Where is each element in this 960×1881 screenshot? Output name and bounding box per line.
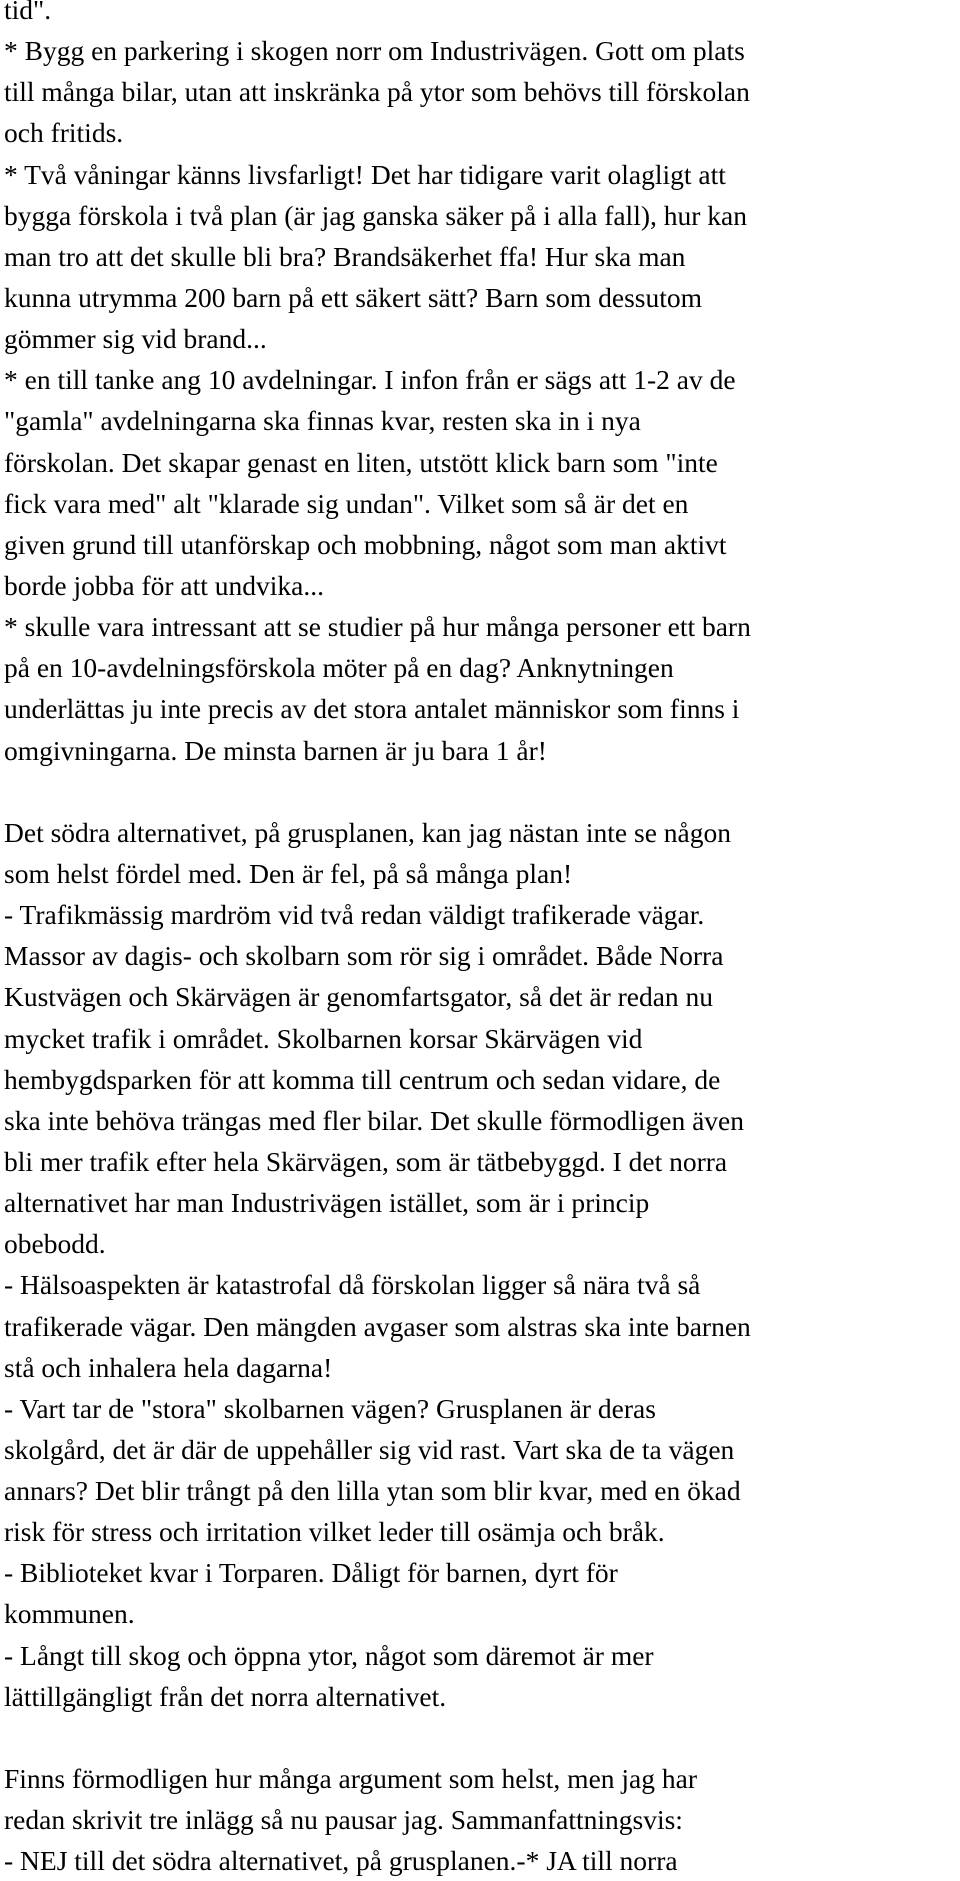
paragraph-2 xyxy=(4,812,956,1717)
text-line: * skulle vara intressant att se studier på hur många personer ett barn xyxy=(4,611,751,643)
text-line: - Hälsoaspekten är katastrofal då förskolan ligger så nära två så xyxy=(4,1269,701,1301)
text-line: som helst fördel med. Den är fel, på så många plan! xyxy=(4,857,573,889)
text-line: Massor av dagis- och skolbarn som rör sig i området. Både Norra xyxy=(4,940,724,972)
text-line: - Trafikmässig mardröm vid två redan väldigt trafikerade vägar. xyxy=(4,899,705,931)
text-line: trafikerade vägar. Den mängden avgaser som alstras ska inte barnen xyxy=(4,1310,751,1342)
text-line: fick vara med" alt "klarade sig undan". Vilket som så är det en xyxy=(4,487,689,519)
text-line: given grund till utanförskap och mobbning, något som man aktivt xyxy=(4,528,727,560)
text-line: borde jobba för att undvika... xyxy=(4,569,324,601)
text-line: på en 10-avdelningsförskola möter på en dag? Anknytningen xyxy=(4,652,674,684)
text-line: ska inte behöva trängas med fler bilar. Det skulle förmodligen även xyxy=(4,1104,744,1136)
text-line: gömmer sig vid brand... xyxy=(4,323,267,355)
text-line: - NEJ till det södra alternativet, på grusplanen.-* JA till norra xyxy=(4,1845,678,1877)
text-line: omgivningarna. De minsta barnen är ju bara 1 år! xyxy=(4,734,547,766)
text-line: underlättas ju inte precis av det stora antalet människor som finns i xyxy=(4,693,740,725)
text-line: bygga förskola i två plan (är jag ganska säker på i alla fall), hur kan xyxy=(4,199,747,231)
text-line: mycket trafik i området. Skolbarnen korsar Skärvägen vid xyxy=(4,1022,643,1054)
text-line: - Långt till skog och öppna ytor, något som däremot är mer xyxy=(4,1639,654,1671)
text-line: * en till tanke ang 10 avdelningar. I infon från er sägs att 1-2 av de xyxy=(4,364,736,396)
text-line: Kustvägen och Skärvägen är genomfartsgator, så det är redan nu xyxy=(4,981,714,1013)
text-line: redan skrivit tre inlägg så nu pausar jag. Sammanfattningsvis: xyxy=(4,1804,683,1836)
text-line: kommunen. xyxy=(4,1598,135,1630)
text-line: Det södra alternativet, på grusplanen, kan jag nästan inte se någon xyxy=(4,816,731,848)
text-line: Finns förmodligen hur många argument som helst, men jag har xyxy=(4,1763,697,1795)
text-line: "gamla" avdelningarna ska finnas kvar, resten ska in i nya xyxy=(4,405,641,437)
document-body xyxy=(4,0,956,1881)
paragraph-spacer xyxy=(4,1717,956,1758)
text-line: tid". xyxy=(4,0,52,25)
text-line: lättillgängligt från det norra alternativet. xyxy=(4,1680,447,1712)
text-line: bli mer trafik efter hela Skärvägen, som är tätbebyggd. I det norra xyxy=(4,1145,728,1177)
text-line: och fritids. xyxy=(4,117,124,149)
text-line: man tro att det skulle bli bra? Brandsäkerhet ffa! Hur ska man xyxy=(4,240,686,272)
text-line: * Två våningar känns livsfarligt! Det har tidigare varit olagligt att xyxy=(4,158,726,190)
paragraph-3 xyxy=(4,1758,956,1881)
paragraph-1 xyxy=(4,0,956,771)
text-line: - Biblioteket kvar i Torparen. Dåligt för barnen, dyrt för xyxy=(4,1557,618,1589)
text-line: obebodd. xyxy=(4,1228,106,1260)
text-line: alternativet har man Industrivägen istället, som är i princip xyxy=(4,1187,650,1219)
text-line: annars? Det blir trångt på den lilla ytan som blir kvar, med en ökad xyxy=(4,1475,741,1507)
text-line: skolgård, det är där de uppehåller sig vid rast. Vart ska de ta vägen xyxy=(4,1433,735,1465)
text-line: * Bygg en parkering i skogen norr om Industrivägen. Gott om plats xyxy=(4,35,745,67)
text-line: stå och inhalera hela dagarna! xyxy=(4,1351,333,1383)
text-line: risk för stress och irritation vilket leder till osämja och bråk. xyxy=(4,1516,665,1548)
text-line: - Vart tar de "stora" skolbarnen vägen? Grusplanen är deras xyxy=(4,1392,656,1424)
text-line: förskolan. Det skapar genast en liten, utstött klick barn som "inte xyxy=(4,446,718,478)
text-line: till många bilar, utan att inskränka på ytor som behövs till förskolan xyxy=(4,76,750,108)
text-line: hembygdsparken för att komma till centrum och sedan vidare, de xyxy=(4,1063,721,1095)
text-line: kunna utrymma 200 barn på ett säkert sätt? Barn som dessutom xyxy=(4,281,703,313)
paragraph-spacer xyxy=(4,771,956,812)
